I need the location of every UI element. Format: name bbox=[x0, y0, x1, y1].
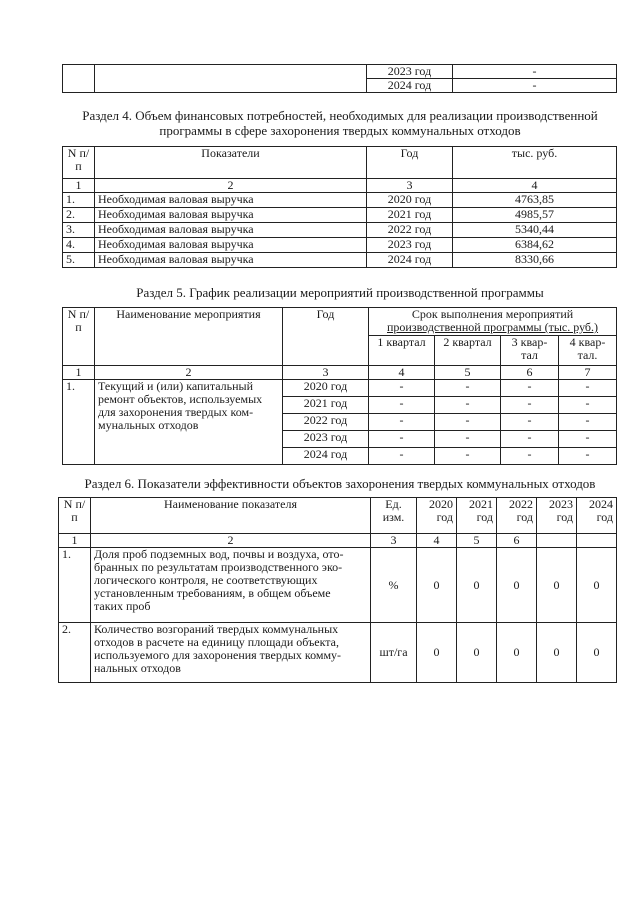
row-value: - bbox=[501, 380, 559, 397]
row-value: 0 bbox=[497, 548, 537, 623]
row-num: 1. bbox=[59, 548, 91, 623]
table-row bbox=[63, 238, 617, 253]
row-num: 4. bbox=[63, 238, 95, 253]
col-number: 3 bbox=[367, 179, 453, 193]
col-number: 1 bbox=[59, 534, 91, 548]
row-value: - bbox=[435, 414, 501, 431]
row-value: - bbox=[559, 414, 617, 431]
col-number: 1 bbox=[63, 179, 95, 193]
row-year: 2021 год bbox=[367, 208, 453, 223]
row-value: - bbox=[435, 431, 501, 448]
col-number: 2 bbox=[91, 534, 371, 548]
section4-title bbox=[60, 108, 620, 138]
row-value: - bbox=[559, 380, 617, 397]
row-value: 0 bbox=[497, 623, 537, 683]
row-name: Доля проб подземных вод, почвы и воздуха, ото- бранных по результатам производственного эко- логического контроля, не соответствующих установленным требованиям, в общем объеме таких проб bbox=[91, 548, 371, 623]
row-name: Необходимая валовая выручка bbox=[95, 253, 367, 268]
row-value: 0 bbox=[457, 623, 497, 683]
row-value: 0 bbox=[417, 623, 457, 683]
row-year: 2023 год bbox=[367, 238, 453, 253]
header-year: Год bbox=[283, 308, 369, 366]
col-number bbox=[537, 534, 577, 548]
header-term-line1: Срок выполнения мероприятий bbox=[411, 307, 574, 321]
row-value: 0 bbox=[577, 623, 617, 683]
header-year: Год bbox=[367, 147, 453, 179]
row-year: 2020 год bbox=[367, 193, 453, 208]
col-number: 6 bbox=[497, 534, 537, 548]
table-row bbox=[63, 380, 617, 397]
row-year: 2021 год bbox=[283, 397, 369, 414]
row-name: Необходимая валовая выручка bbox=[95, 208, 367, 223]
row-value: - bbox=[559, 397, 617, 414]
row-name: Количество возгораний твердых коммунальных отходов в расчете на единицу площади объекта, используемого для захоронения твердых комму- нальных отходов bbox=[91, 623, 371, 683]
row-num: 5. bbox=[63, 253, 95, 268]
header-num: N п/п bbox=[59, 498, 91, 534]
col-number bbox=[577, 534, 617, 548]
col-number: 2 bbox=[95, 366, 283, 380]
section4-title-line2: программы в сфере захоронения твердых коммунальных отходов bbox=[159, 123, 521, 138]
row-value: - bbox=[559, 431, 617, 448]
row-year: 2024 год bbox=[367, 253, 453, 268]
row-value: - bbox=[369, 448, 435, 465]
col-number: 4 bbox=[453, 179, 617, 193]
row-year: 2020 год bbox=[283, 380, 369, 397]
row-value: 8330,66 bbox=[453, 253, 617, 268]
col-number: 4 bbox=[417, 534, 457, 548]
header-indicators: Показатели bbox=[95, 147, 367, 179]
header-year-2022: 2022 год bbox=[497, 498, 537, 534]
row-value: 0 bbox=[577, 548, 617, 623]
row-value: 4985,57 bbox=[453, 208, 617, 223]
header-q4: 4 квар- тал. bbox=[559, 336, 617, 366]
table-row bbox=[59, 548, 617, 623]
row-value: 0 bbox=[457, 548, 497, 623]
top-fragment-table bbox=[62, 64, 617, 93]
header-name: Наименование мероприятия bbox=[95, 308, 283, 366]
row-value: - bbox=[369, 414, 435, 431]
section5-title: Раздел 5. График реализации мероприятий производственной программы bbox=[136, 285, 544, 300]
row-value: 0 bbox=[537, 548, 577, 623]
table-row bbox=[59, 623, 617, 683]
col-number: 5 bbox=[457, 534, 497, 548]
row-value: - bbox=[501, 431, 559, 448]
row-value: 0 bbox=[537, 623, 577, 683]
row-year: 2022 год bbox=[283, 414, 369, 431]
header-q3: 3 квар- тал bbox=[501, 336, 559, 366]
row-name: Необходимая валовая выручка bbox=[95, 193, 367, 208]
header-term bbox=[369, 308, 617, 336]
table-row bbox=[63, 208, 617, 223]
row-name: Необходимая валовая выручка bbox=[95, 238, 367, 253]
col-number: 3 bbox=[371, 534, 417, 548]
row-year: 2024 год bbox=[283, 448, 369, 465]
row-value: 5340,44 bbox=[453, 223, 617, 238]
row-unit: шт/га bbox=[371, 623, 417, 683]
table-row bbox=[63, 223, 617, 238]
row-num: 1. bbox=[63, 193, 95, 208]
row-num: 3. bbox=[63, 223, 95, 238]
col-number: 6 bbox=[501, 366, 559, 380]
row-value: 0 bbox=[417, 548, 457, 623]
header-amount: тыс. руб. bbox=[453, 147, 617, 179]
row-unit: % bbox=[371, 548, 417, 623]
row-value: - bbox=[501, 414, 559, 431]
section4-table bbox=[62, 146, 617, 268]
row-name: Необходимая валовая выручка bbox=[95, 223, 367, 238]
section5-table bbox=[62, 307, 617, 465]
header-year-2023: 2023 год bbox=[537, 498, 577, 534]
section6-table bbox=[58, 497, 617, 683]
header-year-2021: 2021 год bbox=[457, 498, 497, 534]
row-value: 4763,85 bbox=[453, 193, 617, 208]
row-value: - bbox=[369, 397, 435, 414]
header-term-line2: производственной программы (тыс. руб.) bbox=[387, 320, 599, 334]
col-number: 1 bbox=[63, 366, 95, 380]
row-name: Текущий и (или) капитальный ремонт объектов, используемых для захоронения твердых ком- мунальных отходов bbox=[95, 380, 283, 465]
row-value: 6384,62 bbox=[453, 238, 617, 253]
top-year-cell: 2023 год bbox=[367, 65, 453, 79]
header-num: N п/ п bbox=[63, 308, 95, 366]
row-num: 2. bbox=[63, 208, 95, 223]
header-q2: 2 квартал bbox=[435, 336, 501, 366]
top-value-cell: - bbox=[453, 65, 617, 79]
header-unit: Ед. изм. bbox=[371, 498, 417, 534]
table-row bbox=[63, 193, 617, 208]
row-year: 2023 год bbox=[283, 431, 369, 448]
col-number: 2 bbox=[95, 179, 367, 193]
row-value: - bbox=[435, 448, 501, 465]
row-value: - bbox=[501, 397, 559, 414]
col-number: 5 bbox=[435, 366, 501, 380]
top-value-cell: - bbox=[453, 79, 617, 93]
header-year-2020: 2020 год bbox=[417, 498, 457, 534]
section4-title-line1: Раздел 4. Объем финансовых потребностей, необходимых для реализации производственной bbox=[82, 108, 598, 123]
top-year-cell: 2024 год bbox=[367, 79, 453, 93]
row-value: - bbox=[559, 448, 617, 465]
row-num: 2. bbox=[59, 623, 91, 683]
header-year-2024: 2024 год bbox=[577, 498, 617, 534]
col-number: 3 bbox=[283, 366, 369, 380]
col-number: 7 bbox=[559, 366, 617, 380]
header-name: Наименование показателя bbox=[91, 498, 371, 534]
row-value: - bbox=[369, 380, 435, 397]
row-year: 2022 год bbox=[367, 223, 453, 238]
row-value: - bbox=[435, 397, 501, 414]
col-number: 4 bbox=[369, 366, 435, 380]
row-value: - bbox=[501, 448, 559, 465]
row-value: - bbox=[369, 431, 435, 448]
header-num: N п/п bbox=[63, 147, 95, 179]
section6-title: Раздел 6. Показатели эффективности объектов захоронения твердых коммунальных отходов bbox=[84, 476, 596, 491]
header-q1: 1 квартал bbox=[369, 336, 435, 366]
row-value: - bbox=[435, 380, 501, 397]
row-num: 1. bbox=[63, 380, 95, 465]
table-row bbox=[63, 253, 617, 268]
